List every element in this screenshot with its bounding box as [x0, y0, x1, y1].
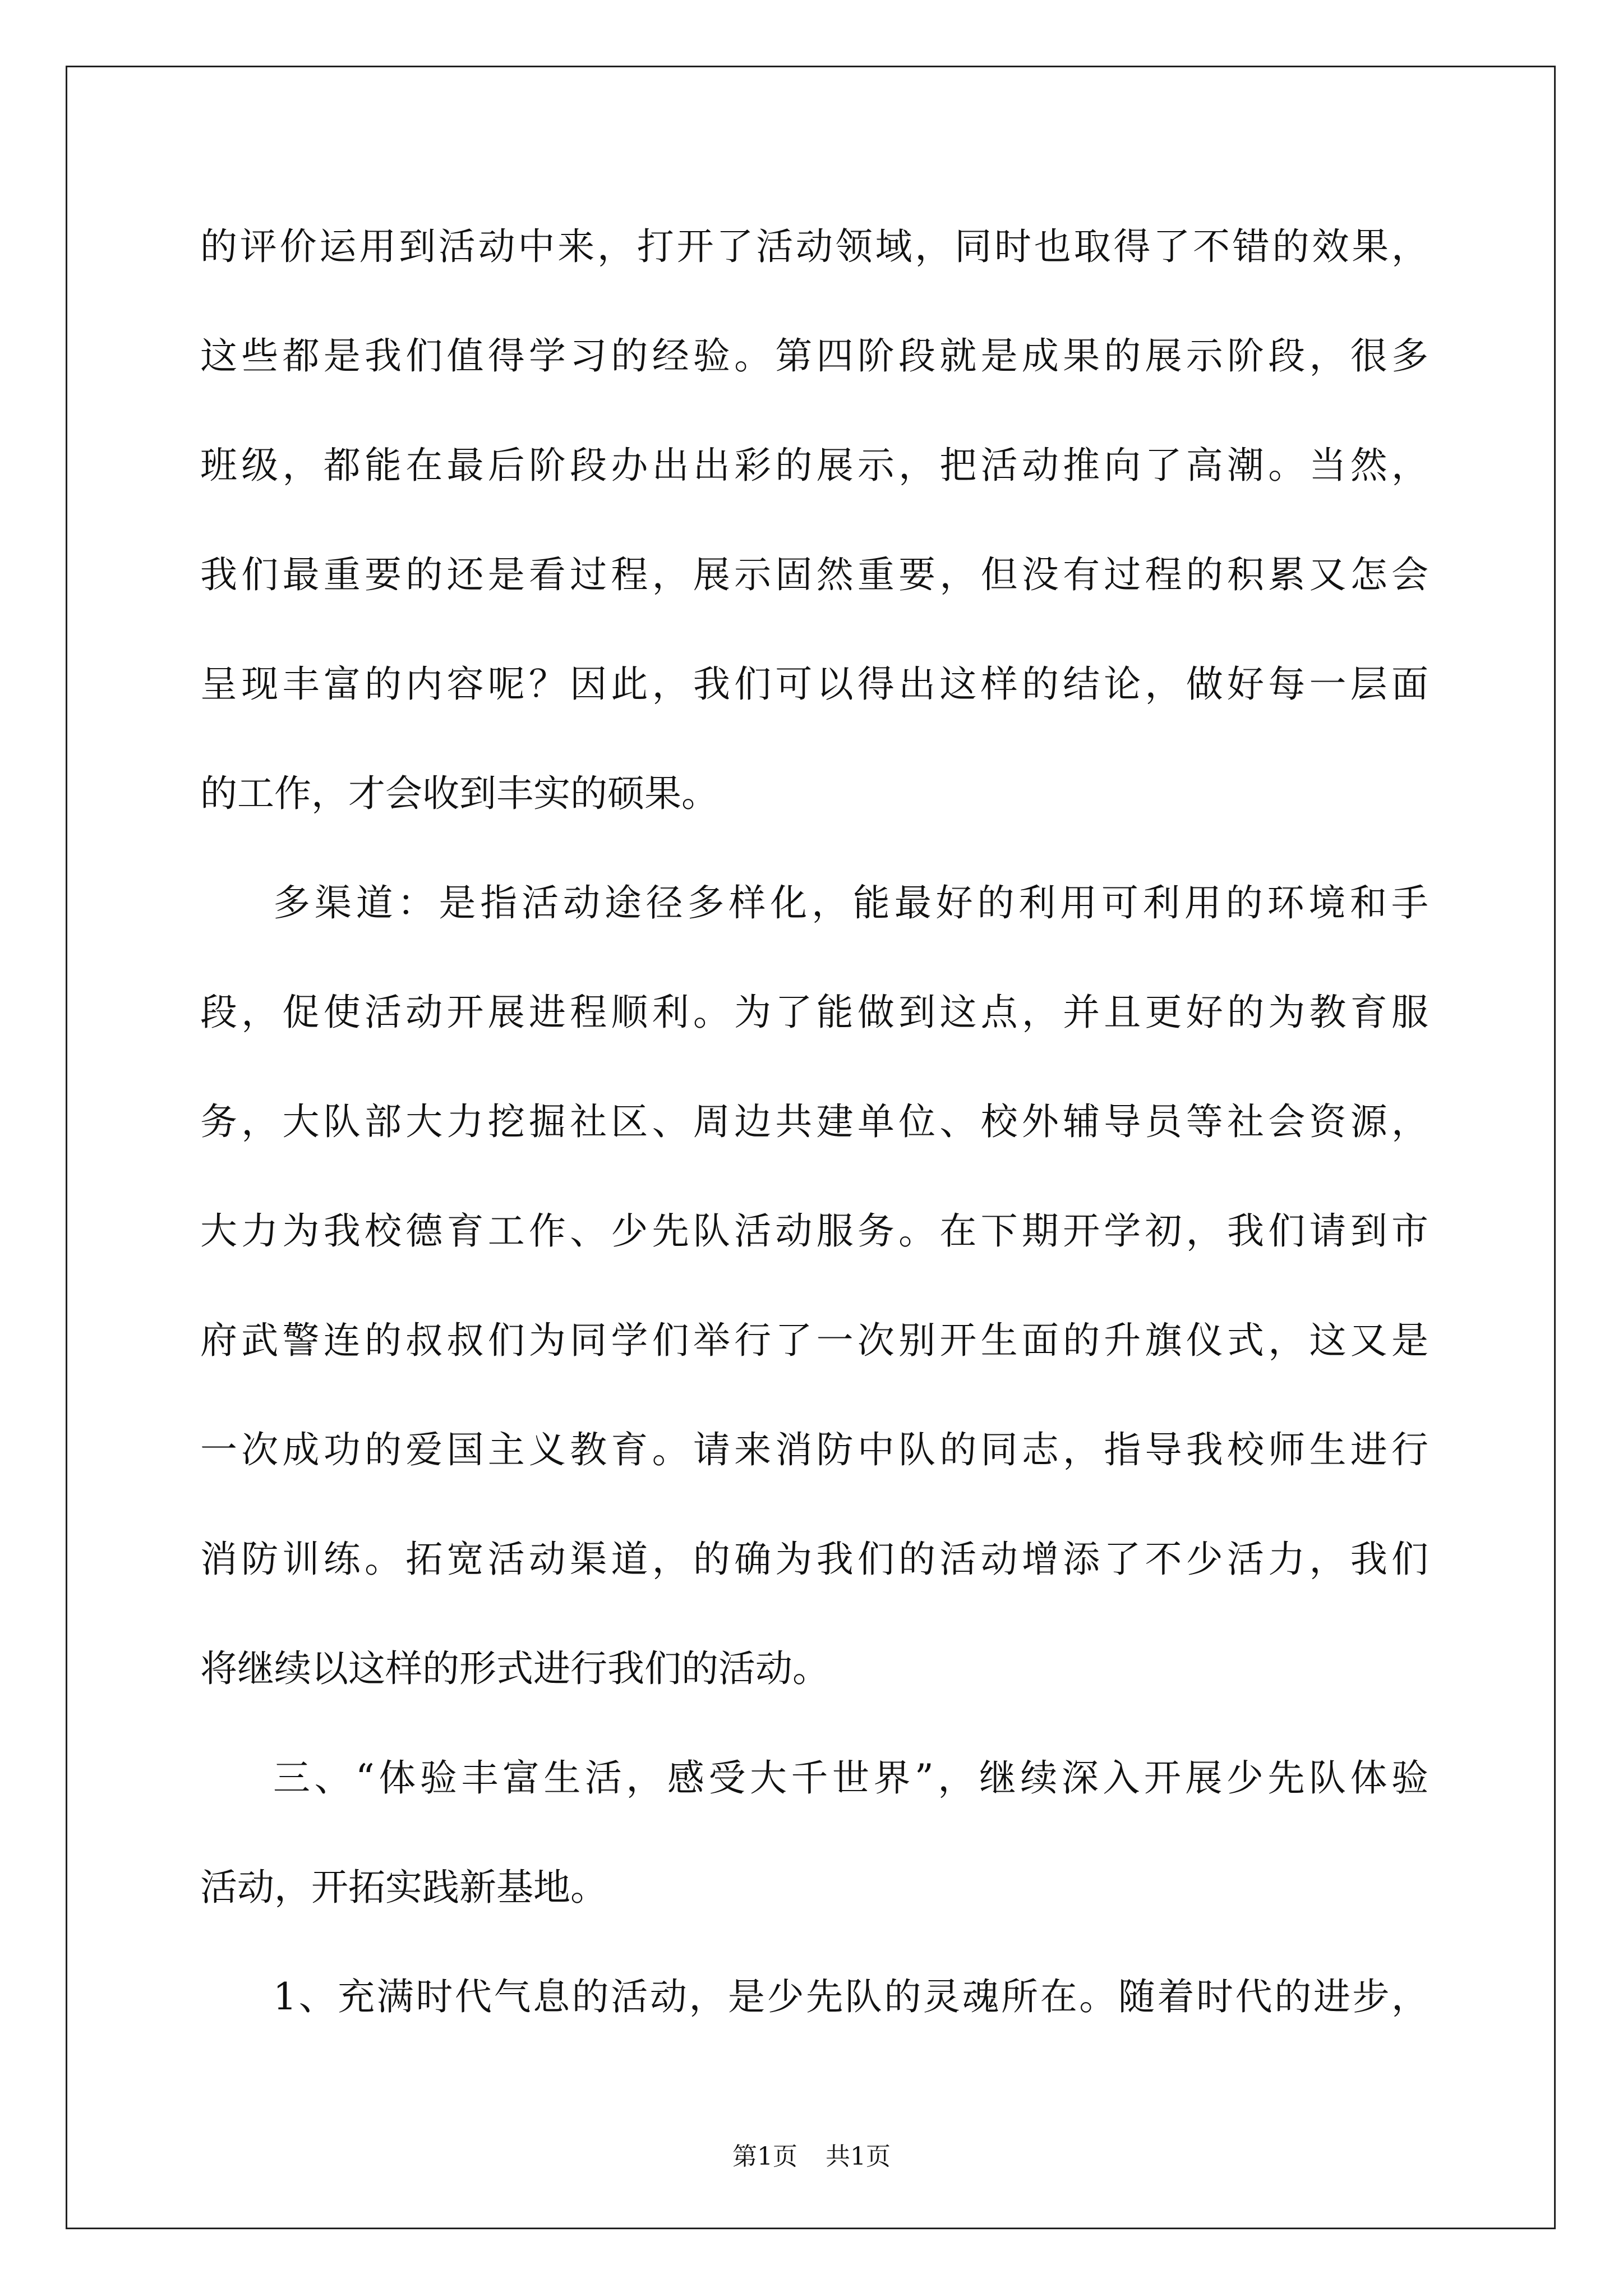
text-line: 呈现丰富的内容呢？因此，我们可以得出这样的结论，做好每一层面: [200, 662, 1428, 706]
text-line: 消防训练。拓宽活动渠道，的确为我们的活动增添了不少活力，我们: [200, 1538, 1428, 1581]
page-number: 第1页: [732, 2142, 797, 2171]
text-line: 务，大队部大力挖掘社区、周边共建单位、校外辅导员等社会资源，: [200, 1100, 1428, 1143]
text-line: 我们最重要的还是看过程，展示固然重要，但没有过程的积累又怎会: [200, 553, 1428, 596]
text-line: 1、充满时代气息的活动，是少先队的灵魂所在。随着时代的进步，: [273, 1975, 1428, 2018]
text-line: 活动，开拓实践新基地。: [200, 1866, 607, 1909]
text-line: 三、“体验丰富生活，感受大千世界”，继续深入开展少先队体验: [273, 1756, 1428, 1800]
text-line: 这些都是我们值得学习的经验。第四阶段就是成果的展示阶段，很多: [200, 334, 1428, 378]
text-line: 将继续以这样的形式进行我们的活动。: [200, 1647, 829, 1690]
page-footer: [0, 2140, 1623, 2174]
text-line: 大力为我校德育工作、少先队活动服务。在下期开学初，我们请到市: [200, 1209, 1428, 1253]
text-line: 段，促使活动开展进程顺利。为了能做到这点，并且更好的为教育服: [200, 991, 1428, 1034]
text-line: 的工作，才会收到丰实的硕果。: [200, 772, 718, 815]
text-line: 一次成功的爱国主义教育。请来消防中队的同志，指导我校师生进行: [200, 1428, 1428, 1471]
text-line: 的评价运用到活动中来，打开了活动领域，同时也取得了不错的效果，: [200, 225, 1428, 268]
text-line: 班级，都能在最后阶段办出出彩的展示，把活动推向了高潮。当然，: [200, 444, 1428, 487]
text-line: 府武警连的叔叔们为同学们举行了一次别开生面的升旗仪式，这又是: [200, 1319, 1428, 1362]
page-total: 共1页: [826, 2142, 891, 2171]
text-line: 多渠道：是指活动途径多样化，能最好的利用可利用的环境和手: [273, 881, 1428, 924]
